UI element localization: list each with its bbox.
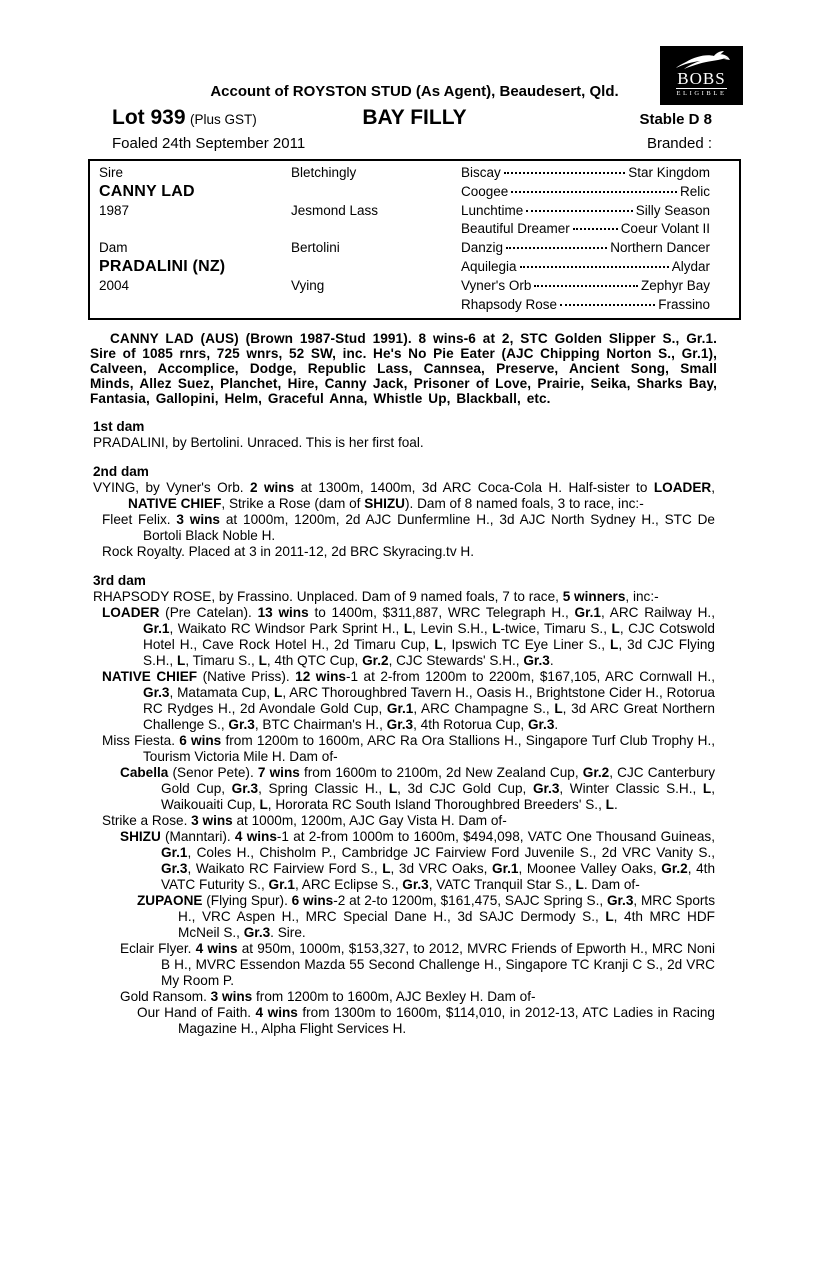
dam-section-heading: 2nd dam [93, 464, 149, 480]
pedigree-paragraph: LOADER (Pre Catelan). 13 wins to 1400m, $311,887, WRC Telegraph H., Gr.1, ARC Railway H., Gr.1, Waikato RC Windsor Park Sprint H., L, Levin S.H., L-twice, Timaru S., L, CJC Cotswold Hotel H., Cave Rock Hotel H., 2d Timaru Cup, L, Ipswich TC Eye Liner S., L, 3d CJC Flying S.H., L, Timaru S., L, 4th QTC Cup, Gr.2, CJC Stewards' S.H., Gr.3. [102, 605, 715, 669]
dam-section-heading: 1st dam [93, 419, 145, 435]
ancestor-name: Rhapsody Rose [461, 296, 558, 312]
pedigree-gen3-row [461, 277, 710, 296]
ancestor-parent-name: Zephyr Bay [640, 277, 710, 293]
stable-number: Stable D 8 [639, 111, 712, 128]
dam-role-label: Dam [99, 240, 128, 256]
pedigree-paragraph: Miss Fiesta. 6 wins from 1200m to 1600m, ARC Ra Ora Stallions H., Singapore Turf Club Trophy H., Tourism Victoria Mile H. Dam of- [102, 733, 715, 765]
pedigree-paragraph: ZUPAONE (Flying Spur). 6 wins-2 at 2-to 1200m, $161,475, SAJC Spring S., Gr.3, MRC Sports H., VRC Aspen H., MRC Special Dane H., 3d SAJC Dermody S., L, 4th MRC HDF McNeil S., Gr.3. Sire. [137, 893, 716, 941]
bobs-horse-icon [674, 50, 730, 70]
ancestor-parent-name: Silly Season [635, 202, 710, 218]
dam-sections [93, 419, 715, 1037]
sire-granddam: Jesmond Lass [291, 202, 379, 218]
pedigree-paragraph: NATIVE CHIEF (Native Priss). 12 wins-1 at 2-from 1200m to 2200m, $167,105, ARC Cornwall H., Gr.3, Matamata Cup, L, ARC Thoroughbred Tavern H., Oasis H., Brightstone Cider H., Rotorua RC Rydges H., 2d Avondale Gold Cup, Gr.1, ARC Champagne S., L, 3d ARC Great Northern Challenge S., Gr.3, BTC Chairman's H., Gr.3, 4th Rotorua Cup, Gr.3. [102, 669, 715, 733]
dam-granddam: Vying [291, 277, 325, 293]
pedigree-gen3-row [461, 239, 710, 258]
ancestor-name: Lunchtime [461, 202, 524, 218]
ancestor-parent-name: Relic [679, 183, 710, 199]
pedigree-gen3-row [461, 183, 710, 202]
sire-summary-paragraph: CANNY LAD (AUS) (Brown 1987-Stud 1991). 8 wins-6 at 2, STC Golden Slipper S., Gr.1. Sire of 1085 rnrs, 725 wnrs, 52 SW, inc. He's No Pie Eater (AJC Chipping Norton S., Gr.1), Calveen, Accomplice, Dodge, Republic Lass, Cannsea, Preserve, Ancient Song, Small Minds, Allez Suez, Planchet, Hire, Canny Jack, Prisoner of Love, Prairie, Seika, Sharks Bay, Fantasia, Gallopini, Helm, Graceful Anna, Whistle Up, Blackball, etc. [90, 331, 717, 407]
ancestor-parent-name: Northern Dancer [610, 240, 710, 256]
ancestor-parent-name: Star Kingdom [628, 165, 710, 180]
bobs-logo-subtitle: ELIGIBLE [676, 90, 727, 97]
leader-dots [526, 210, 632, 212]
leader-dots [504, 172, 625, 174]
pedigree-paragraph: Cabella (Senor Pete). 7 wins from 1600m to 2100m, 2d New Zealand Cup, Gr.2, CJC Canterbury Gold Cup, Gr.3, Spring Classic H., L, 3d CJC Gold Cup, Gr.3, Winter Classic S.H., L, Waikouaiti Cup, L, Hororata RC South Island Thoroughbred Breeders' S., L. [120, 765, 716, 813]
bobs-eligible-badge [660, 46, 743, 105]
pedigree-paragraph: Rock Royalty. Placed at 3 in 2011-12, 2d BRC Skyracing.tv H. [102, 544, 474, 560]
pedigree-paragraph: SHIZU (Manntari). 4 wins-1 at 2-from 1000m to 1600m, $494,098, VATC One Thousand Guineas, Gr.1, Coles H., Chisholm P., Cambridge JC Fairview Ford Juvenile S., 2d VRC Vanity S., Gr.3, Waikato RC Fairview Ford S., L, 3d VRC Oaks, Gr.1, Moonee Valley Oaks, Gr.2, 4th VATC Futurity S., Gr.1, ARC Eclipse S., Gr.3, VATC Tranquil Star S., L. Dam of- [120, 829, 716, 893]
pedigree-paragraph: Fleet Felix. 3 wins at 1000m, 1200m, 2d AJC Dunfermline H., 3d AJC North Sydney H., STC De Bortoli Black Noble H. [102, 512, 715, 544]
leader-dots [534, 285, 638, 287]
pedigree-gen3-row [461, 220, 710, 239]
pedigree-paragraph: Gold Ransom. 3 wins from 1200m to 1600m, AJC Bexley H. Dam of- [120, 989, 536, 1005]
ancestor-name: Beautiful Dreamer [461, 221, 570, 237]
leader-dots [573, 228, 618, 230]
dam-grandsire: Bertolini [291, 240, 340, 256]
sire-name: CANNY LAD [99, 182, 195, 200]
bobs-logo-word: BOBS [677, 69, 726, 88]
plus-gst-note: (Plus GST) [189, 112, 257, 127]
content-column [88, 0, 741, 1037]
ancestor-name: Danzig [461, 240, 504, 256]
sire-year: 1987 [99, 202, 130, 218]
pedigree-gen3-row [461, 258, 710, 277]
leader-dots [506, 247, 607, 249]
sire-role-label: Sire [99, 165, 124, 180]
pedigree-paragraph: PRADALINI, by Bertolini. Unraced. This is her first foal. [93, 435, 424, 451]
pedigree-paragraph: Eclair Flyer. 4 wins at 950m, 1000m, $153,327, to 2012, MVRC Friends of Epworth H., MRC Noni B H., MVRC Essendon Mazda 55 Second Challenge H., Singapore TC Kranji C S., 2d VRC My Room P. [120, 941, 715, 989]
leader-dots [511, 191, 677, 193]
pedigree-paragraph: Strike a Rose. 3 wins at 1000m, 1200m, AJC Gay Vista H. Dam of- [102, 813, 507, 829]
ancestor-parent-name: Coeur Volant II [620, 221, 710, 237]
pedigree-gen3-row [461, 296, 710, 315]
ancestor-name: Biscay [461, 165, 501, 180]
pedigree-paragraph: VYING, by Vyner's Orb. 2 wins at 1300m, 1400m, 3d ARC Coca-Cola H. Half-sister to LOADER, NATIVE CHIEF, Strike a Rose (dam of SHIZU). Dam of 8 named foals, 3 to race, inc:- [93, 480, 715, 512]
branded-label: Branded : [646, 135, 712, 152]
ancestor-parent-name: Alydar [671, 258, 710, 274]
ancestor-name: Coogee [461, 183, 509, 199]
sire-grandsire: Bletchingly [291, 165, 357, 180]
pedigree-paragraph: RHAPSODY ROSE, by Frassino. Unplaced. Dam of 9 named foals, 7 to race, 5 winners, inc:- [93, 589, 659, 605]
foaled-line [88, 135, 741, 153]
dam-year: 2004 [99, 277, 130, 293]
lot-line [88, 106, 741, 132]
ancestor-name: Vyner's Orb [461, 277, 532, 293]
pedigree-gen3-row [461, 164, 710, 183]
pedigree-table [88, 159, 741, 320]
dam-section-heading: 3rd dam [93, 573, 146, 589]
pedigree-paragraph: Our Hand of Faith. 4 wins from 1300m to 1600m, $114,010, in 2012-13, ATC Ladies in Racing Magazine H., Alpha Flight Services H. [137, 1005, 715, 1037]
leader-dots [560, 304, 655, 306]
dam-name: PRADALINI (NZ) [99, 257, 226, 275]
sex-colour-title: BAY FILLY [362, 106, 467, 129]
ancestor-parent-name: Frassino [658, 296, 710, 312]
pedigree-gen3-row [461, 202, 710, 221]
leader-dots [520, 266, 669, 268]
ancestor-name: Aquilegia [461, 258, 517, 274]
account-line: Account of ROYSTON STUD (As Agent), Beaudesert, Qld. [210, 83, 619, 100]
lot-number: Lot 939 [112, 106, 186, 129]
foaled-date: Foaled 24th September 2011 [112, 135, 306, 152]
